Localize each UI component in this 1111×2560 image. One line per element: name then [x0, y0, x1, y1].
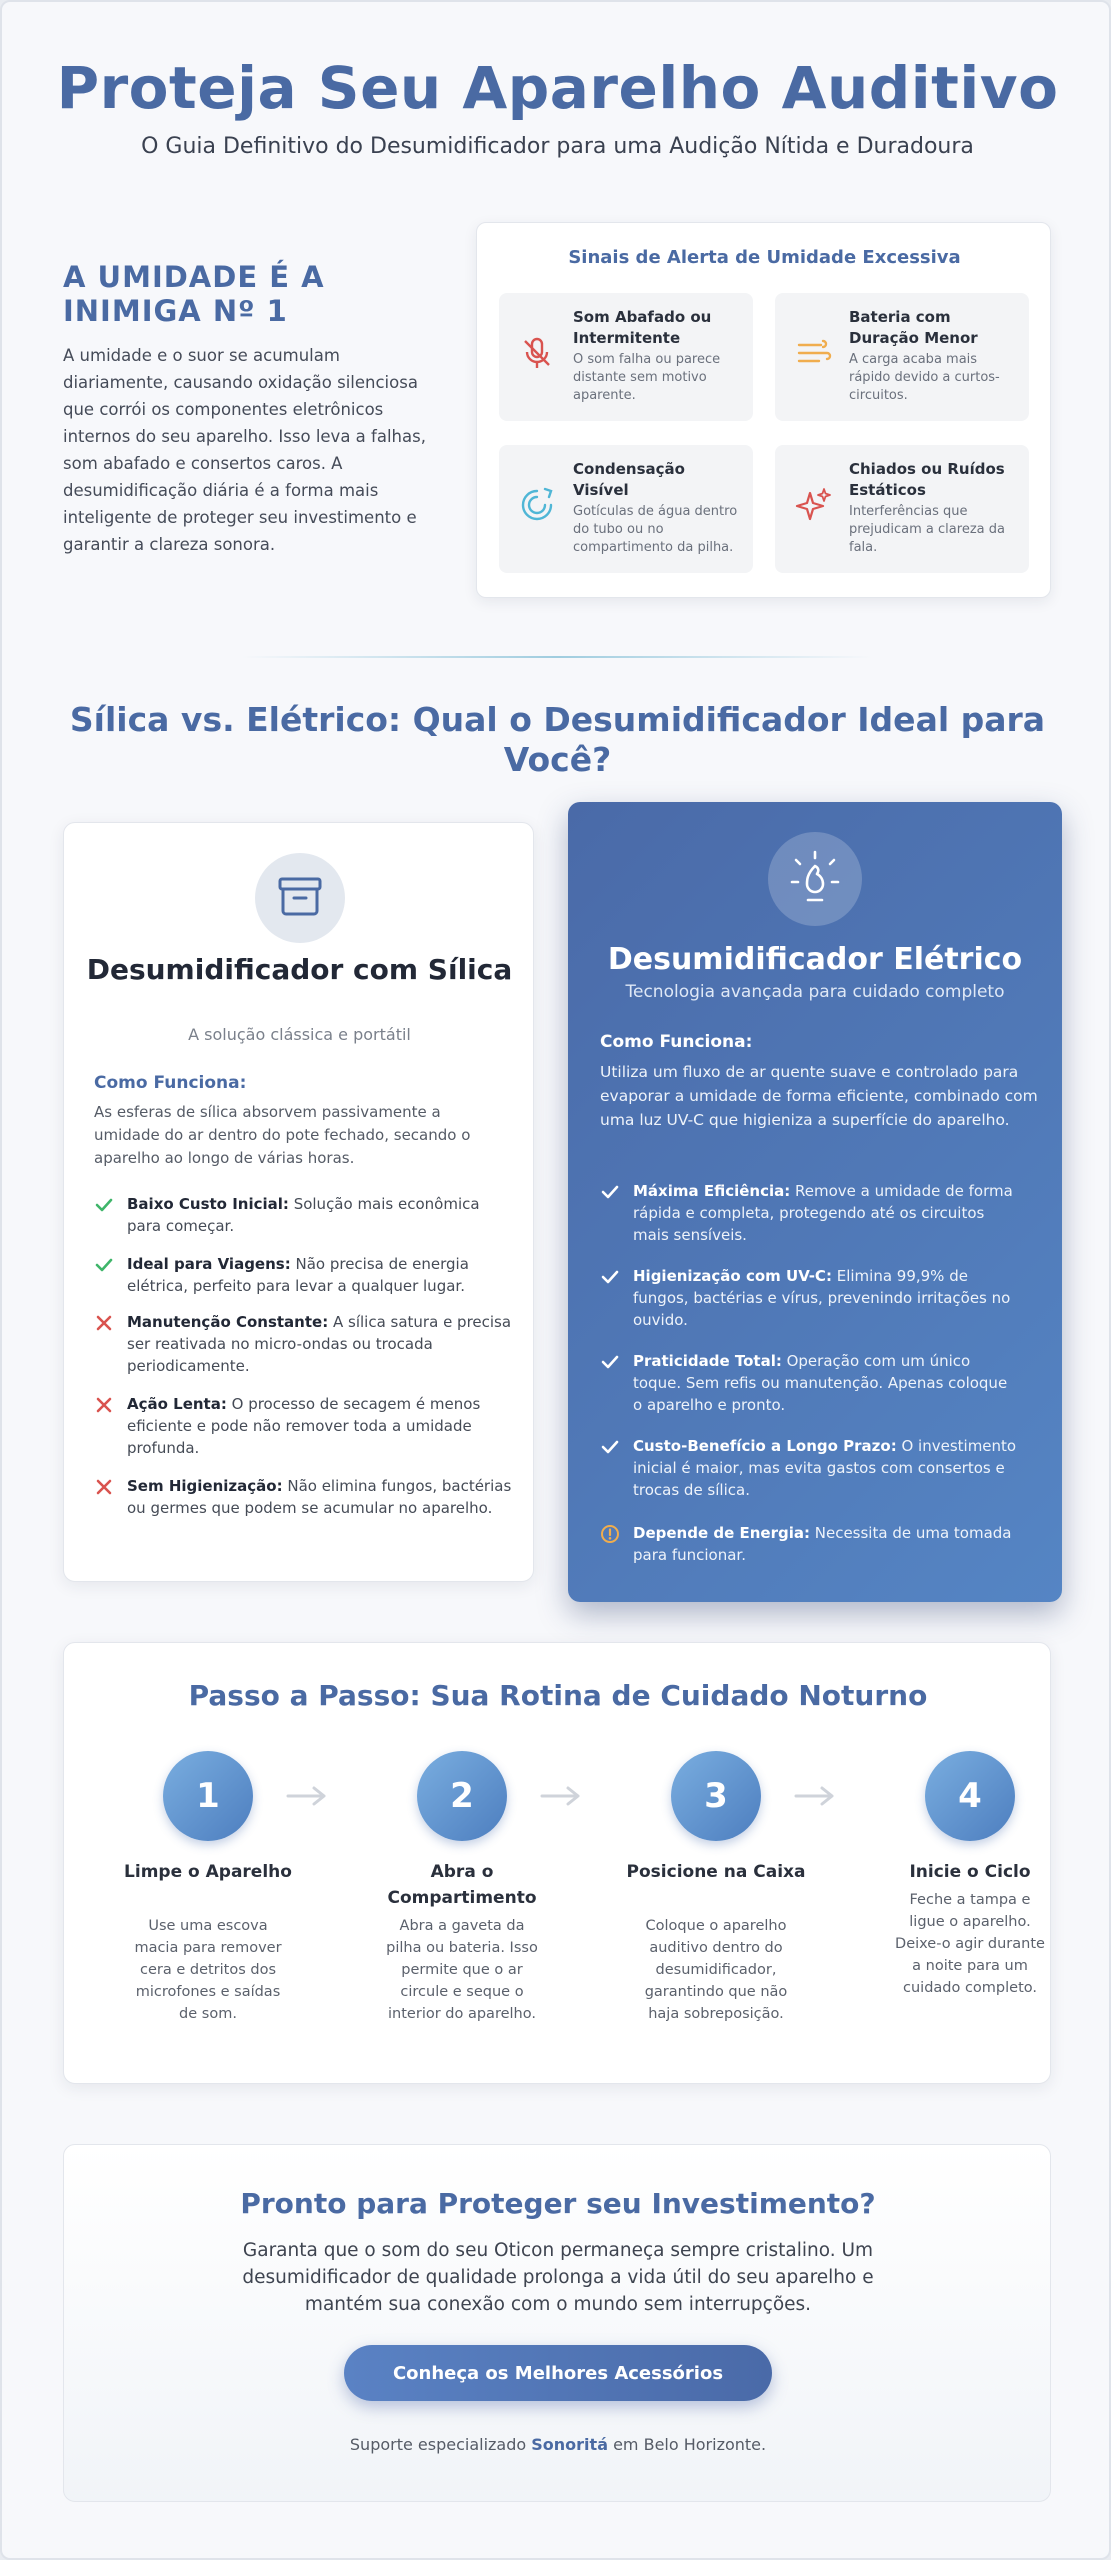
feature-text: Elimina 99,9% de fungos, bactérias e vírus, prevenindo irritações no ouvido.	[633, 1267, 1011, 1329]
step-number: 1	[163, 1751, 253, 1841]
feature-text: O investimento inicial é maior, mas evita gastos com consertos e trocas de sílica.	[633, 1437, 1017, 1499]
silica-icon-badge	[255, 853, 345, 943]
silica-dehumidifier-card	[63, 822, 534, 1582]
brand-name: Sonoritá	[531, 2435, 608, 2454]
feature-text: Não elimina fungos, bactérias ou germes que podem se acumular no aparelho.	[127, 1477, 512, 1517]
step-number: 3	[671, 1751, 761, 1841]
section-divider	[242, 656, 872, 658]
cta-footer	[64, 2435, 1052, 2454]
feature-text: Remove a umidade de forma rápida e completa, protegendo até os circuitos mais sensíveis.	[633, 1182, 1013, 1244]
alert-sign-desc: O som falha ou parece distante sem motivo aparente.	[573, 352, 721, 403]
page-title: Proteja Seu Aparelho Auditivo	[56, 54, 1059, 122]
alert-sign-desc: Gotículas de água dentro do tubo ou no compartimento da pilha.	[573, 504, 738, 555]
step-desc: Feche a tampa e ligue o aparelho. Deixe-o agir durante a noite para um cuidado completo.	[895, 1892, 1045, 1996]
water-swirl-icon	[517, 485, 557, 525]
feature-text: Necessita de uma tomada para funcionar.	[633, 1524, 1012, 1564]
feature-bold: Custo-Benefício a Longo Prazo:	[633, 1437, 897, 1455]
footer-prefix: Suporte especializado	[349, 2435, 532, 2454]
silica-how-label: Como Funciona:	[94, 1073, 247, 1093]
arrow-right-icon	[790, 1783, 840, 1809]
feature-text: Não precisa de energia elétrica, perfeito para levar a qualquer lugar.	[127, 1255, 469, 1295]
cross-icon	[94, 1395, 114, 1415]
check-icon	[600, 1352, 620, 1372]
sparkle-static-icon	[793, 485, 833, 525]
alert-sign-title: Chiados ou Ruídos Estáticos	[849, 460, 1005, 499]
feature-bold: Sem Higienização:	[127, 1477, 283, 1495]
cross-icon	[94, 1313, 114, 1333]
alert-sign-desc: Interferências que prejudicam a clareza da fala.	[849, 504, 1005, 555]
step-title: Posicione na Caixa	[626, 1862, 806, 1882]
page-subtitle: O Guia Definitivo do Desumidificador para uma Audição Nítida e Duradoura	[141, 134, 974, 159]
alert-sign-muffled-sound	[499, 293, 753, 421]
step-desc: Abra a gaveta da pilha ou bateria. Isso permite que o ar circule e seque o interior do aparelho.	[386, 1918, 538, 2022]
alert-signs-card	[476, 222, 1051, 598]
step-title: Inicie o Ciclo	[909, 1862, 1031, 1882]
step-number: 2	[417, 1751, 507, 1841]
feature-text: Solução mais econômica para começar.	[127, 1195, 480, 1235]
check-icon	[600, 1267, 620, 1287]
step-title: Abra o Compartimento	[387, 1862, 537, 1908]
microphone-off-icon	[517, 333, 557, 373]
electric-dehumidifier-card	[568, 802, 1062, 1602]
alert-sign-condensation	[499, 445, 753, 573]
footer-suffix: em Belo Horizonte.	[607, 2435, 767, 2454]
electric-icon-badge	[768, 832, 862, 926]
archive-box-icon	[255, 853, 345, 943]
alert-signs-title: Sinais de Alerta de Umidade Excessiva	[568, 247, 961, 268]
silica-how-text: As esferas de sílica absorvem passivamente a umidade do ar dentro do pote fechado, secando o aparelho ao longo de várias horas.	[94, 1103, 471, 1167]
cta-text: Garanta que o som do seu Oticon permaneça sempre cristalino. Um desumidificador de qualidade prolonga a vida útil do seu aparelho e mantém sua conexão com o mundo sem interrupções.	[242, 2240, 874, 2315]
accessories-button[interactable]: Conheça os Melhores Acessórios	[344, 2345, 772, 2401]
alert-sign-desc: A carga acaba mais rápido devido a curtos-circuitos.	[849, 352, 1000, 403]
feature-bold: Depende de Energia:	[633, 1524, 810, 1542]
check-icon	[600, 1182, 620, 1202]
arrow-right-icon	[536, 1783, 586, 1809]
feature-bold: Manutenção Constante:	[127, 1313, 329, 1331]
intro-text: A umidade e o suor se acumulam diariamente, causando oxidação silenciosa que corrói os componentes eletrônicos internos do seu aparelho. Isso leva a falhas, som abafado e consertos caros. A desumidificação diária é a forma mais inteligente de proteger seu investimento e garantir a clareza sonora.	[63, 346, 426, 554]
cross-icon	[94, 1477, 114, 1497]
feature-bold: Ideal para Viagens:	[127, 1255, 291, 1273]
feature-bold: Máxima Eficiência:	[633, 1182, 791, 1200]
feature-bold: Higienização com UV-C:	[633, 1267, 832, 1285]
cta-card	[63, 2144, 1051, 2502]
arrow-right-icon	[282, 1783, 332, 1809]
alert-sign-title: Som Abafado ou Intermitente	[573, 308, 712, 347]
electric-how-label: Como Funciona:	[600, 1032, 753, 1052]
electric-card-subtitle: Tecnologia avançada para cuidado completo	[625, 982, 1005, 1002]
feature-bold: Ação Lenta:	[127, 1395, 227, 1413]
alert-sign-title: Condensação Visível	[573, 460, 685, 499]
feature-text: A sílica satura e precisa ser reativada no micro-ondas ou trocada periodicamente.	[127, 1313, 512, 1375]
cta-title: Pronto para Proteger seu Investimento?	[240, 2187, 876, 2220]
step-title: Limpe o Aparelho	[124, 1862, 292, 1882]
uv-light-icon	[768, 832, 862, 926]
step-desc: Coloque o aparelho auditivo dentro do desumidificador, garantindo que não haja sobreposição.	[644, 1918, 788, 2022]
alert-sign-title: Bateria com Duração Menor	[849, 308, 978, 347]
check-icon	[600, 1437, 620, 1457]
feature-bold: Baixo Custo Inicial:	[127, 1195, 289, 1213]
intro-heading: A UMIDADE É A INIMIGA Nº 1	[63, 260, 325, 328]
silica-card-title: Desumidificador com Sílica	[86, 953, 513, 986]
step-desc: Use uma escova macia para remover cera e detritos dos microfones e saídas de som.	[134, 1918, 282, 2022]
steps-title: Passo a Passo: Sua Rotina de Cuidado Noturno	[188, 1679, 928, 1712]
steps-card	[63, 1642, 1051, 2084]
electric-card-title: Desumidificador Elétrico	[607, 942, 1023, 977]
feature-text: O processo de secagem é menos eficiente e pode não remover toda a umidade profunda.	[127, 1395, 481, 1457]
feature-bold: Praticidade Total:	[633, 1352, 782, 1370]
comparison-title: Sílica vs. Elétrico: Qual o Desumidificador Ideal para Você?	[69, 700, 1046, 779]
check-icon	[94, 1195, 114, 1215]
warning-icon	[600, 1524, 620, 1544]
silica-card-subtitle: A solução clássica e portátil	[188, 1025, 411, 1044]
battery-low-icon	[793, 333, 833, 373]
alert-sign-static	[775, 445, 1029, 573]
check-icon	[94, 1255, 114, 1275]
feature-text: Operação com um único toque. Sem refis ou manutenção. Apenas coloque o aparelho e pronto.	[633, 1352, 1008, 1414]
step-number: 4	[925, 1751, 1015, 1841]
alert-sign-battery	[775, 293, 1029, 421]
electric-how-text: Utiliza um fluxo de ar quente suave e controlado para evaporar a umidade de forma eficiente, combinado com uma luz UV-C que higieniza a superfície do aparelho.	[600, 1063, 1038, 1129]
